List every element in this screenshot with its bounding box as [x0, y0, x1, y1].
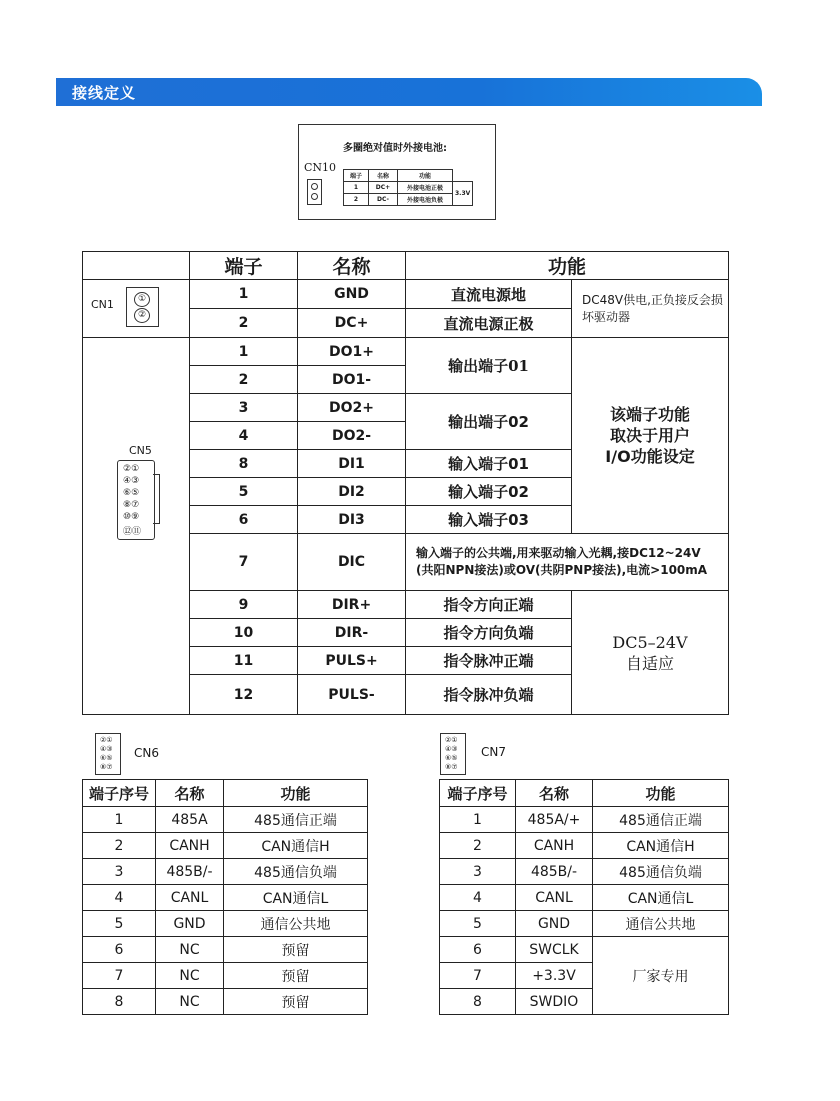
- cmd-note: [572, 591, 729, 715]
- battery-cell: DC-: [369, 194, 398, 206]
- table-row: [440, 833, 729, 859]
- table-header: 功能: [224, 780, 368, 807]
- cn1-note: DC48V供电,正负接反会损坏驱动器: [572, 280, 729, 338]
- table-cell: 7: [440, 963, 516, 989]
- table-cell: 485通信负端: [224, 859, 368, 885]
- table-cell: 4: [440, 885, 516, 911]
- table-cell: 2: [83, 833, 156, 859]
- terminal-function: 指令方向负端: [406, 619, 572, 647]
- header-name: 名称: [298, 252, 406, 280]
- table-cell: SWDIO: [516, 989, 593, 1015]
- battery-cell: 外接电池正极: [398, 182, 453, 194]
- battery-cell: DC+: [369, 182, 398, 194]
- table-cell: CANH: [516, 833, 593, 859]
- battery-caption: 多圈绝对值时外接电池:: [343, 143, 447, 154]
- terminal-name: DO2-: [298, 422, 406, 450]
- terminal-function: 输出端子02: [406, 394, 572, 450]
- io-note-line: 该端子功能: [610, 405, 691, 424]
- table-cell: 4: [83, 885, 156, 911]
- terminal-function: 指令方向正端: [406, 591, 572, 619]
- cn5-pin-row: ⑫⑪: [123, 527, 142, 537]
- terminal-name: PULS-: [298, 675, 406, 715]
- cn7-table: [439, 779, 729, 1015]
- dic-note: [406, 534, 729, 591]
- reserved-note: 厂家专用: [593, 937, 729, 1015]
- terminal-number: 3: [190, 394, 298, 422]
- cmd-note-line: DC5–24V: [612, 632, 688, 652]
- table-cell: 3: [440, 859, 516, 885]
- terminal-name: DI3: [298, 506, 406, 534]
- battery-connector-icon: [307, 179, 322, 205]
- table-cell: 485B/-: [516, 859, 593, 885]
- table-row: [83, 937, 368, 963]
- io-note: [572, 338, 729, 534]
- table-cell: 6: [440, 937, 516, 963]
- cn7-pin-row: ⑧⑦: [445, 763, 458, 771]
- io-note-line: I/O功能设定: [605, 447, 695, 466]
- terminal-name: DO1+: [298, 338, 406, 366]
- table-cell: 预留: [224, 937, 368, 963]
- table-header: 端子序号: [83, 780, 156, 807]
- battery-col-terminal: 端子: [344, 170, 369, 182]
- table-cell: 预留: [224, 989, 368, 1015]
- cn6-header-row: [83, 780, 368, 807]
- dic-note-line: (共阳NPN接法)或OV(共阴PNP接法),电流>100mA: [416, 563, 708, 577]
- terminal-name: DIR-: [298, 619, 406, 647]
- terminal-name: PULS+: [298, 647, 406, 675]
- cn7-pin-row: ⑥⑤: [445, 754, 458, 762]
- terminal-number: 4: [190, 422, 298, 450]
- table-cell: 5: [83, 911, 156, 937]
- table-cell: 通信公共地: [593, 911, 729, 937]
- table-cell: CAN通信L: [593, 885, 729, 911]
- battery-cell: 2: [344, 194, 369, 206]
- table-row: [83, 885, 368, 911]
- table-cell: 8: [83, 989, 156, 1015]
- section-banner: [56, 78, 762, 106]
- table-row: [440, 859, 729, 885]
- cn1-connector-icon: [126, 287, 159, 327]
- cn6-pin-row: ⑥⑤: [100, 754, 113, 762]
- cn5-pin-row: ④③: [123, 476, 140, 486]
- header-terminal: 端子: [190, 252, 298, 280]
- terminal-function: 直流电源正极: [406, 309, 572, 338]
- terminal-function: 输入端子02: [406, 478, 572, 506]
- table-cell: 485通信正端: [224, 807, 368, 833]
- battery-col-function: 功能: [398, 170, 453, 182]
- terminal-function: 指令脉冲负端: [406, 675, 572, 715]
- battery-cell: 外接电池负极: [398, 194, 453, 206]
- cn7-label: CN7: [481, 745, 506, 759]
- table-header: 端子序号: [440, 780, 516, 807]
- battery-cell: 1: [344, 182, 369, 194]
- cn1-pin: ②: [134, 308, 150, 323]
- cn5-cell: [83, 338, 190, 715]
- table-cell: 485B/-: [156, 859, 224, 885]
- terminal-number: 2: [190, 309, 298, 338]
- terminal-name: GND: [298, 280, 406, 309]
- table-header: 名称: [156, 780, 224, 807]
- terminal-number: 10: [190, 619, 298, 647]
- terminal-name: DO1-: [298, 366, 406, 394]
- table-row: [83, 963, 368, 989]
- table-row: [83, 911, 368, 937]
- table-row: [440, 937, 729, 963]
- terminal-number: 11: [190, 647, 298, 675]
- cn7-pin-row: ④③: [445, 745, 458, 753]
- cmd-note-line: 自适应: [626, 653, 675, 673]
- table-row: [440, 807, 729, 833]
- table-row: [83, 859, 368, 885]
- cn5-pin-row: ⑧⑦: [123, 500, 140, 510]
- table-cell: CAN通信H: [593, 833, 729, 859]
- table-cell: 485A: [156, 807, 224, 833]
- table-cell: NC: [156, 963, 224, 989]
- terminal-name: DIR+: [298, 591, 406, 619]
- table-cell: 485A/+: [516, 807, 593, 833]
- cn5-label: CN5: [129, 444, 152, 457]
- cn1-pin: ①: [134, 292, 150, 307]
- terminal-name: DIC: [298, 534, 406, 591]
- cn7-header-row: [440, 780, 729, 807]
- table-row: [440, 885, 729, 911]
- terminal-number: 12: [190, 675, 298, 715]
- table-cell: 7: [83, 963, 156, 989]
- table-cell: GND: [516, 911, 593, 937]
- cn5-pin-row: ⑩⑨: [123, 512, 140, 522]
- table-header: 名称: [516, 780, 593, 807]
- table-cell: CANL: [516, 885, 593, 911]
- table-cell: CAN通信H: [224, 833, 368, 859]
- table-cell: 1: [83, 807, 156, 833]
- table-cell: 485通信正端: [593, 807, 729, 833]
- battery-box: [298, 124, 496, 220]
- pin-1: [311, 183, 318, 190]
- table-cell: 485通信负端: [593, 859, 729, 885]
- cn5-connector-icon: [117, 460, 155, 540]
- terminal-number: 1: [190, 280, 298, 309]
- table-cell: 3: [83, 859, 156, 885]
- table-row: [83, 833, 368, 859]
- terminal-name: DO2+: [298, 394, 406, 422]
- table-cell: NC: [156, 989, 224, 1015]
- battery-table: [343, 169, 473, 206]
- table-cell: 1: [440, 807, 516, 833]
- battery-voltage: 3.3V: [453, 182, 473, 206]
- cn6-pin-row: ⑧⑦: [100, 763, 113, 771]
- terminal-number: 2: [190, 366, 298, 394]
- terminal-name: DC+: [298, 309, 406, 338]
- terminal-number: 1: [190, 338, 298, 366]
- table-cell: 2: [440, 833, 516, 859]
- terminal-function: 输出端子01: [406, 338, 572, 394]
- terminal-name: DI2: [298, 478, 406, 506]
- table-row: [83, 989, 368, 1015]
- table-row: [83, 807, 368, 833]
- table-row: [440, 911, 729, 937]
- cn5-pin-row: ⑥⑤: [123, 488, 140, 498]
- io-note-line: 取决于用户: [610, 426, 691, 445]
- terminal-number: 7: [190, 534, 298, 591]
- terminal-function: 直流电源地: [406, 280, 572, 309]
- table-cell: GND: [156, 911, 224, 937]
- table-cell: CANH: [156, 833, 224, 859]
- table-cell: CANL: [156, 885, 224, 911]
- cn5-connector-latch: [153, 474, 160, 524]
- table-cell: 6: [83, 937, 156, 963]
- cn6-label: CN6: [134, 746, 159, 760]
- dic-note-line: 输入端子的公共端,用来驱动输入光耦,接DC12~24V: [416, 546, 701, 560]
- table-cell: CAN通信L: [224, 885, 368, 911]
- main-pin-table: [82, 251, 729, 715]
- terminal-number: 8: [190, 450, 298, 478]
- table-cell: NC: [156, 937, 224, 963]
- cn5-pin-row: ②①: [123, 464, 140, 474]
- terminal-function: 指令脉冲正端: [406, 647, 572, 675]
- table-cell: SWCLK: [516, 937, 593, 963]
- cn6-pin-row: ②①: [100, 736, 113, 744]
- section-title: 接线定义: [72, 84, 137, 102]
- cn6-table: [82, 779, 368, 1015]
- table-header: 功能: [593, 780, 729, 807]
- cn1-cell: [83, 280, 190, 338]
- table-cell: 5: [440, 911, 516, 937]
- table-cell: 8: [440, 989, 516, 1015]
- battery-col-name: 名称: [369, 170, 398, 182]
- terminal-number: 9: [190, 591, 298, 619]
- cn6-pin-row: ④③: [100, 745, 113, 753]
- cn7-connector-icon: [440, 733, 466, 775]
- terminal-number: 5: [190, 478, 298, 506]
- terminal-function: 输入端子01: [406, 450, 572, 478]
- battery-connector-label: CN10: [304, 161, 337, 174]
- cn1-label: CN1: [91, 298, 114, 311]
- cn7-pin-row: ②①: [445, 736, 458, 744]
- table-cell: +3.3V: [516, 963, 593, 989]
- table-cell: 预留: [224, 963, 368, 989]
- terminal-number: 6: [190, 506, 298, 534]
- cn6-connector-icon: [95, 733, 121, 775]
- pin-2: [311, 193, 318, 200]
- terminal-function: 输入端子03: [406, 506, 572, 534]
- terminal-name: DI1: [298, 450, 406, 478]
- header-function: 功能: [406, 252, 729, 280]
- table-cell: 通信公共地: [224, 911, 368, 937]
